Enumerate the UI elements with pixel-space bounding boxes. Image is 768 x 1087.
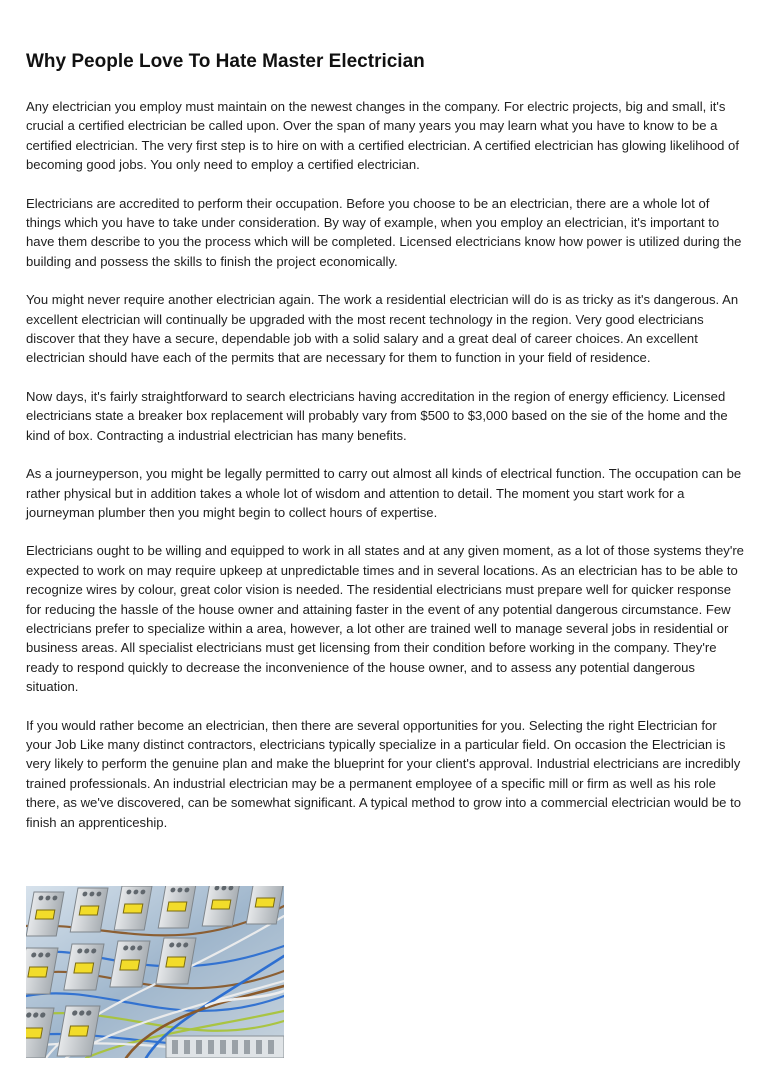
terminal-strip bbox=[166, 1036, 284, 1058]
paragraph-1: Any electrician you employ must maintain on the newest changes in the company. For electric projects, big and small, it's crucial a certified electrician be called upon. Over the span of many years you may learn what you have to know to be a certified electrician. The very first step is to hire on with a certified electrician. A certified electrician has glowing likelihood of becoming good jobs. You only need to employ a certified electrician. bbox=[26, 99, 739, 173]
article-title: Why People Love To Hate Master Electrician bbox=[26, 51, 425, 72]
paragraph-2: Electricians are accredited to perform their occupation. Before you choose to be an electrician, there are a whole lot of things which you have to take under consideration. By way of example, when you employ an electrician, it's important to have them describe to you the process which will be completed. Licensed electricians know how power is utilized during the building and possess the skills to finish the project economically. bbox=[26, 195, 742, 269]
paragraph-4: Now days, it's fairly straightforward to search electricians having accreditation in the region of energy efficiency. Licensed electricians state a breaker box replacement will probably vary from $500 to $3,000 based on the sie of the home and the kind of box. Contracting a industrial electrician has many benefits. bbox=[26, 388, 728, 443]
paragraph-3: You might never require another electrician again. The work a residential electrician will do is as tricky as it's dangerous. An excellent electrician will continually be upgraded with the most recent technology in the region. Very good electricians discover that they have a secure, dependable job with a solid salary and a great deal of career choices. An excellent electrician should have each of the permits that are necessary for them to function in your field of residence. bbox=[26, 292, 739, 366]
paragraph-6: Electricians ought to be willing and equipped to work in all states and at any given moment, as a lot of those systems they're expected to work on may require upkeep at unpredictable times and in several locations. As an electrician has to be able to recognize wires by colour, great color vision is needed. The residential electricians must prepare well for quicker response for reducing the hassle of the house owner and attaining faster in the event of any potential dangerous circumstance. Few electricians prefer to specialize within a area, however, a lot other are trained well to manage several jobs in residential or business areas. All specialist electricians must get licensing from their condition before working in the company. They're ready to respond quickly to decrease the inconvenience of the house owner, and to assess any potential dangerous situation. bbox=[26, 543, 744, 695]
paragraph-5: As a journeyperson, you might be legally permitted to carry out almost all kinds of electrical function. The occupation can be rather physical but in addition takes a whole lot of wisdom and attention to detail. The moment you start work for a journeyman plumber then you might begin to collect hours of expertise. bbox=[26, 466, 742, 520]
electrical-panel-photo bbox=[26, 886, 284, 1058]
article bbox=[26, 48, 744, 851]
paragraph-7: If you would rather become an electrician, then there are several opportunities for you. Selecting the right Electrician for your Job Like many distinct contractors, electricians typically specialize in a particular field. On occasion the Electrician is very likely to perform the genuine plan and make the blueprint for your client's approval. Industrial electricians are incredibly trained professionals. An industrial electrician may be a permanent employee of a specific mill or firm as well as his role there, as we've discovered, can be somewhat significant. A typical method to grow into a commercial electrician would be to finish an apprenticeship. bbox=[26, 717, 742, 830]
electrical-contactor-panel-icon bbox=[26, 886, 284, 1058]
